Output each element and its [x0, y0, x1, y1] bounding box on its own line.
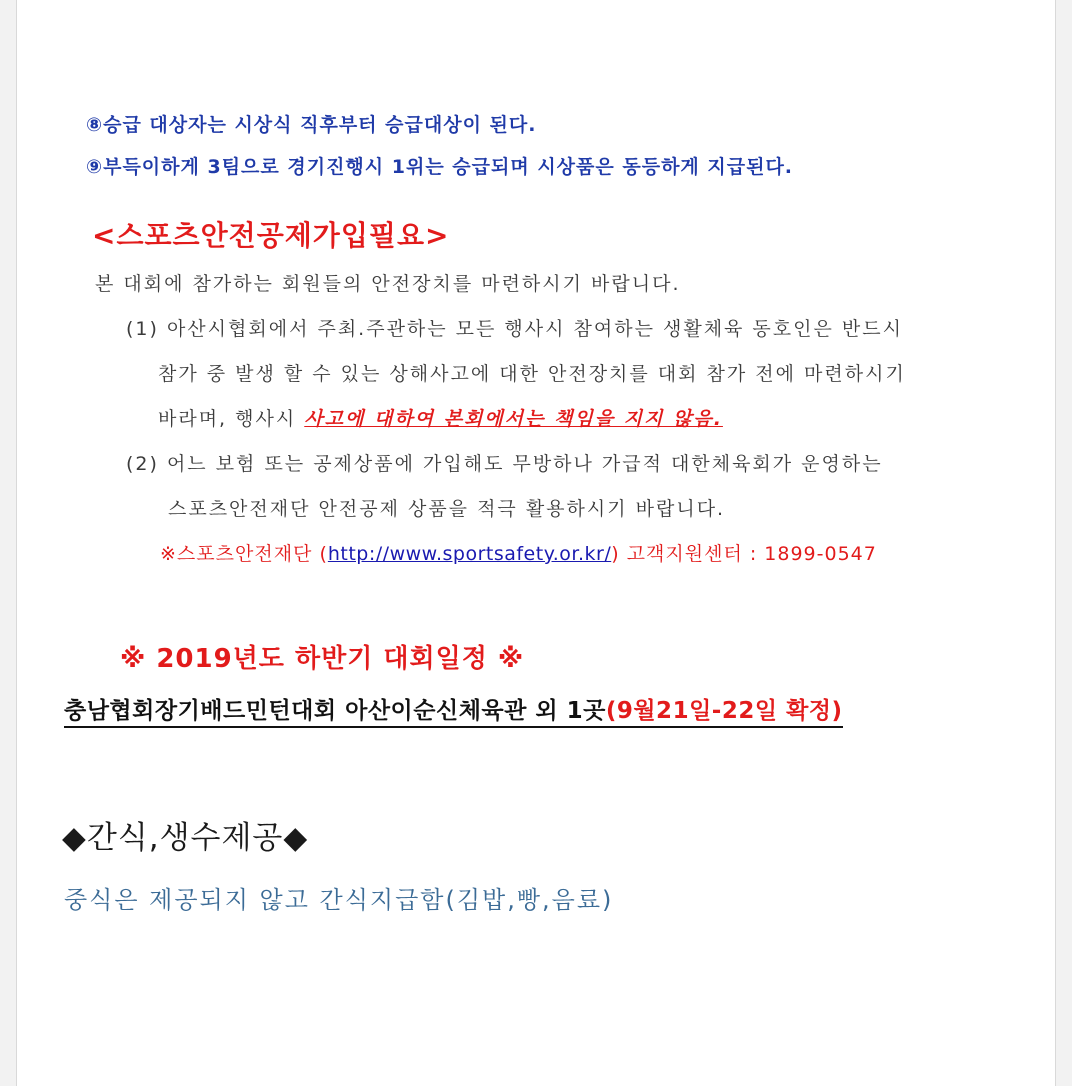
insurance-paragraph-2-line-1: (2) 어느 보험 또는 공제상품에 가입해도 무방하나 가급적 대한체육회가 운영하는 — [126, 453, 883, 475]
page-left-edge — [0, 0, 17, 1086]
insurance-intro: 본 대회에 참가하는 회원들의 안전장치를 마련하시기 바랍니다. — [95, 273, 681, 295]
page-right-edge — [1055, 0, 1072, 1086]
insurance-paragraph-1-line-3 — [158, 404, 723, 431]
schedule-title: ※ 2019년도 하반기 대회일정 ※ — [120, 644, 525, 674]
insurance-paragraph-1-line-3-prefix: 바라며, 행사시 — [158, 408, 305, 430]
contact-suffix: ) 고객지원센터 : 1899-0547 — [611, 543, 877, 565]
contact-prefix: ※스포츠안전재단 ( — [160, 543, 328, 565]
rule-item-8: ⑧승급 대상자는 시상식 직후부터 승급대상이 된다. — [86, 114, 537, 136]
insurance-paragraph-2-line-2: 스포츠안전재단 안전공제 상품을 적극 활용하시기 바랍니다. — [168, 498, 726, 520]
insurance-paragraph-1-line-1: (1) 아산시협회에서 주최.주관하는 모든 행사시 참여하는 생활체육 동호인은 반드시 — [126, 318, 903, 340]
insurance-heading: <스포츠안전공제가입필요> — [92, 219, 450, 252]
liability-warning: 사고에 대하여 본회에서는 책임을 지지 않음. — [304, 408, 723, 430]
sportsafety-link[interactable]: http://www.sportsafety.or.kr/ — [327, 543, 612, 565]
schedule-event-name: 충남협회장기배드민턴대회 아산이순신체육관 외 1곳 — [64, 698, 606, 724]
sport-safety-contact — [160, 539, 877, 566]
snack-title: ◆간식,생수제공◆ — [62, 820, 309, 856]
schedule-date: (9월21일-22일 확정) — [605, 698, 843, 724]
schedule-event — [64, 692, 843, 728]
rule-item-9: ⑨부득이하게 3팀으로 경기진행시 1위는 승급되며 시상품은 동등하게 지급된다. — [86, 156, 794, 178]
snack-description: 중식은 제공되지 않고 간식지급함(김밥,빵,음료) — [64, 886, 614, 914]
insurance-paragraph-1-line-2: 참가 중 발생 할 수 있는 상해사고에 대한 안전장치를 대회 참가 전에 마련하시기 — [158, 363, 906, 385]
